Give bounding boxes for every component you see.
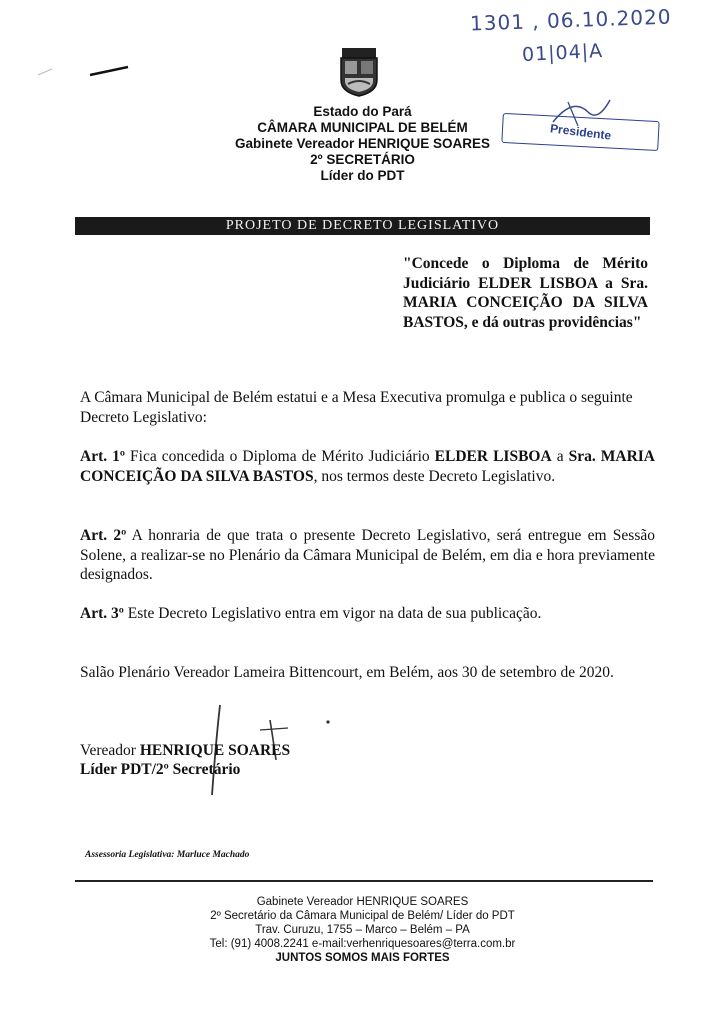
document-type-banner: PROJETO DE DECRETO LEGISLATIVO [75, 217, 650, 235]
article-2-label: Art. 2º [80, 527, 127, 544]
header-role: 2º SECRETÁRIO [310, 152, 415, 167]
signatory-bold-name: HENRIQUE SOARES [139, 742, 291, 759]
coat-of-arms-icon [338, 46, 380, 98]
article-1-label: Art. 1º [80, 448, 126, 465]
decree-title: "Concede o Diploma de Mérito Judiciário ELDER LISBOA a Sra. MARIA CONCEIÇÃO DA SILVA BASTOS, e dá outras providências" [403, 255, 648, 331]
article-1 [80, 447, 655, 486]
header-office: Gabinete Vereador HENRIQUE SOARES [234, 136, 491, 151]
signatory-title: Vereador [80, 742, 140, 759]
honoree-name: Sra. MARIA CONCEIÇÃO DA SILVA BASTOS [80, 448, 656, 485]
header-leader: Líder do PDT [320, 168, 405, 183]
article-3-label: Art. 3º [80, 605, 124, 622]
footer-slogan: JUNTOS SOMOS MAIS FORTES [275, 952, 450, 964]
article-2 [80, 526, 655, 585]
handwritten-protocol-note: 1301 , 06.10.2020 [469, 4, 672, 36]
article-1-text: Fica concedida o Diploma de Mérito Judiciário [125, 448, 435, 465]
legislative-advisory-credit: Assessoria Legislativa: Marluce Machado [85, 850, 250, 860]
intro-paragraph: A Câmara Municipal de Belém estatui e a Mesa Executiva promulga e publica o seguinte Decreto Legislativo: [80, 389, 633, 426]
closing-paragraph: Salão Plenário Vereador Lameira Bittencourt, em Belém, aos 30 de setembro de 2020. [80, 664, 614, 681]
pen-mark-decoration [30, 55, 140, 85]
article-1-connector: a [551, 448, 569, 465]
stamp-text: Presidente [549, 121, 612, 143]
footer-contact: Tel: (91) 4008.2241 e-mail:verhenriquesoares@terra.com.br [209, 938, 516, 950]
signatory-role: Líder PDT/2º Secretário [80, 761, 241, 778]
article-1-tail: , nos termos deste Decreto Legislativo. [313, 467, 556, 485]
handwritten-protocol-code: 01|04|A [521, 39, 604, 67]
footer-role: 2º Secretário da Câmara Municipal de Belém/ Líder do PDT [210, 910, 515, 922]
article-3-text: Este Decreto Legislativo entra em vigor na data de sua publicação. [123, 605, 542, 622]
article-2-text: A honraria de que trata o presente Decreto Legislativo, será entregue em Sessão Solene, a realizar-se no Plenário da Câmara Municipal de Belém, em dia e hora previamente designados. [80, 527, 656, 583]
footer-office: Gabinete Vereador HENRIQUE SOARES [256, 896, 469, 908]
article-3 [80, 604, 655, 624]
header-chamber: CÂMARA MUNICIPAL DE BELÉM [257, 120, 468, 135]
header-state: Estado do Pará [313, 104, 412, 119]
signatory-name [80, 741, 655, 761]
footer-address: Trav. Curuzu, 1755 – Marco – Belém – PA [255, 924, 470, 936]
honoree-elder-lisboa: ELDER LISBOA [434, 448, 552, 465]
footer-divider [75, 880, 653, 882]
